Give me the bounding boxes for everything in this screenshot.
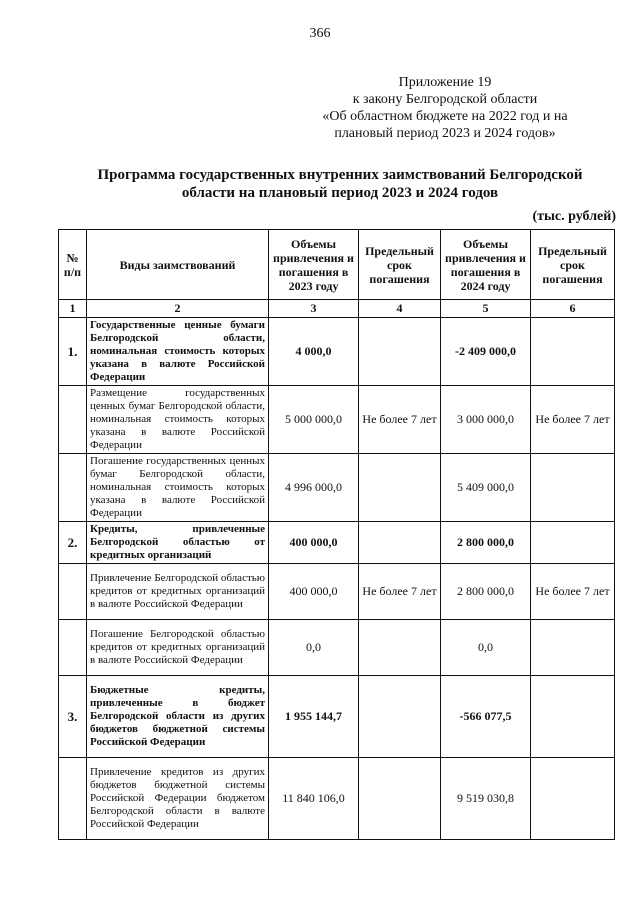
- row-term-2023: [359, 620, 441, 676]
- row-term-2023: [359, 318, 441, 386]
- table-row: [59, 758, 615, 840]
- row-index: [59, 454, 87, 522]
- header-volume-2023: Объемы привлечения и погашения в 2023 году: [269, 230, 359, 300]
- row-name: Погашение Белгородской областью кредитов от кредитных организаций в валюте Российской Федерации: [87, 620, 269, 676]
- appendix-line: «Об областном бюджете на 2022 год и на: [322, 109, 568, 124]
- header-term-2023: Предельный срок погашения: [359, 230, 441, 300]
- table-row: [59, 318, 615, 386]
- table-row: [59, 620, 615, 676]
- row-volume-2023: 0,0: [269, 620, 359, 676]
- column-number: 1: [59, 300, 87, 318]
- row-name: Государственные ценные бумаги Белгородской области, номинальная стоимость которых указана в валюте Российской Федерации: [87, 318, 269, 386]
- row-volume-2023: 400 000,0: [269, 522, 359, 564]
- row-volume-2024: -2 409 000,0: [441, 318, 531, 386]
- title-line: Программа государственных внутренних заимствований Белгородской: [97, 167, 583, 183]
- title-line: области на плановый период 2023 и 2024 годов: [181, 185, 499, 201]
- appendix-header: [300, 74, 590, 142]
- row-volume-2023: 4 996 000,0: [269, 454, 359, 522]
- row-volume-2023: 4 000,0: [269, 318, 359, 386]
- row-term-2024: [531, 758, 615, 840]
- page-number: 366: [309, 26, 331, 41]
- appendix-line: Приложение 19: [398, 75, 492, 90]
- row-index: 3.: [59, 676, 87, 758]
- row-term-2023: Не более 7 лет: [359, 386, 441, 454]
- row-index: [59, 758, 87, 840]
- row-term-2024: Не более 7 лет: [531, 386, 615, 454]
- row-name: Погашение государственных ценных бумаг Белгородской области, номинальная стоимость которых указана в валюте Российской Федерации: [87, 454, 269, 522]
- row-index: [59, 564, 87, 620]
- row-volume-2023: 1 955 144,7: [269, 676, 359, 758]
- row-volume-2024: 0,0: [441, 620, 531, 676]
- appendix-line: плановый период 2023 и 2024 годов»: [334, 126, 556, 141]
- row-term-2024: [531, 620, 615, 676]
- row-term-2024: [531, 676, 615, 758]
- row-volume-2024: 2 800 000,0: [441, 522, 531, 564]
- row-name: Привлечение кредитов из других бюджетов бюджетной системы Российской Федерации бюджетом Белгородской области в валюте Российской Федерации: [87, 758, 269, 840]
- row-volume-2024: -566 077,5: [441, 676, 531, 758]
- row-term-2023: [359, 454, 441, 522]
- row-name: Кредиты, привлеченные Белгородской областью от кредитных организаций: [87, 522, 269, 564]
- appendix-line: к закону Белгородской области: [352, 92, 538, 107]
- row-name: Размещение государственных ценных бумаг Белгородской области, номинальная стоимость которых указана в валюте Российской Федерации: [87, 386, 269, 454]
- row-volume-2023: 11 840 106,0: [269, 758, 359, 840]
- table-row: [59, 454, 615, 522]
- document-title: [70, 166, 610, 202]
- row-name: Бюджетные кредиты, привлеченные в бюджет Белгородской области из других бюджетов бюджетной системы Российской Федерации: [87, 676, 269, 758]
- row-volume-2023: 5 000 000,0: [269, 386, 359, 454]
- column-number: 4: [359, 300, 441, 318]
- row-term-2024: [531, 522, 615, 564]
- row-term-2023: [359, 676, 441, 758]
- row-index: 2.: [59, 522, 87, 564]
- row-term-2024: Не более 7 лет: [531, 564, 615, 620]
- row-index: [59, 620, 87, 676]
- column-number: 3: [269, 300, 359, 318]
- row-volume-2024: 2 800 000,0: [441, 564, 531, 620]
- borrowing-program-table: [58, 229, 615, 840]
- row-term-2024: [531, 454, 615, 522]
- row-term-2023: [359, 758, 441, 840]
- row-index: [59, 386, 87, 454]
- row-term-2024: [531, 318, 615, 386]
- header-num: № п/п: [59, 230, 87, 300]
- row-term-2023: [359, 522, 441, 564]
- header-term-2024: Предельный срок погашения: [531, 230, 615, 300]
- row-index: 1.: [59, 318, 87, 386]
- column-number: 5: [441, 300, 531, 318]
- row-volume-2024: 5 409 000,0: [441, 454, 531, 522]
- column-number-row: [59, 300, 615, 318]
- column-number: 6: [531, 300, 615, 318]
- header-volume-2024: Объемы привлечения и погашения в 2024 году: [441, 230, 531, 300]
- row-volume-2023: 400 000,0: [269, 564, 359, 620]
- units-label: (тыс. рублей): [532, 209, 616, 224]
- column-number: 2: [87, 300, 269, 318]
- row-volume-2024: 3 000 000,0: [441, 386, 531, 454]
- table-row: [59, 522, 615, 564]
- table-row: [59, 676, 615, 758]
- header-kind: Виды заимствований: [87, 230, 269, 300]
- row-term-2023: Не более 7 лет: [359, 564, 441, 620]
- table-row: [59, 564, 615, 620]
- table-row: [59, 386, 615, 454]
- row-volume-2024: 9 519 030,8: [441, 758, 531, 840]
- row-name: Привлечение Белгородской областью кредитов от кредитных организаций в валюте Российской Федерации: [87, 564, 269, 620]
